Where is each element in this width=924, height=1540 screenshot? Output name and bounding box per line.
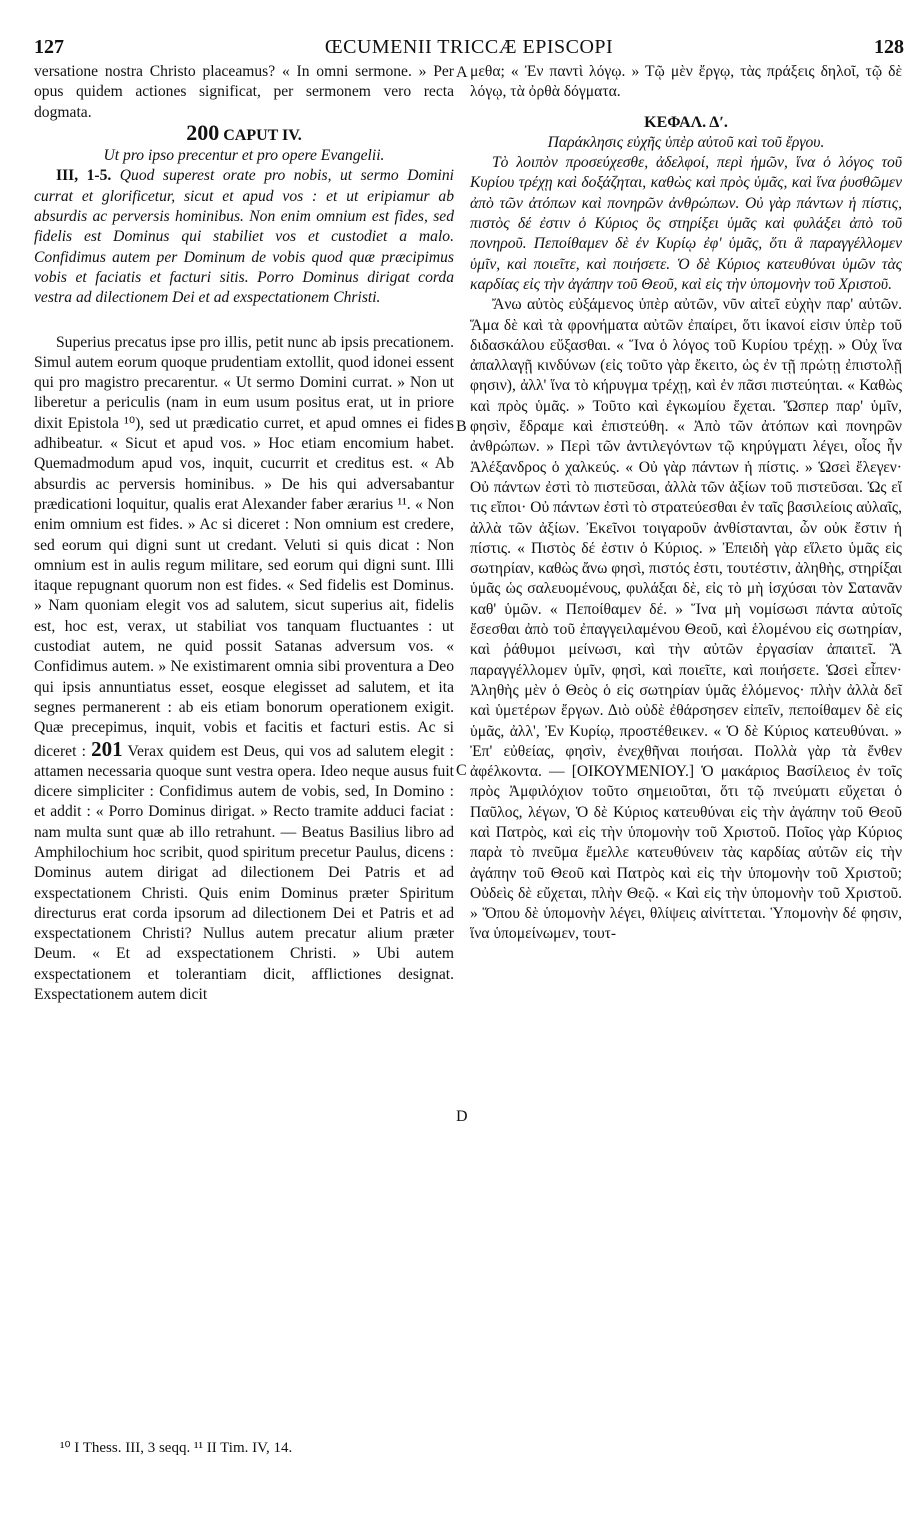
latin-chapter-heading [34, 119, 454, 146]
greek-intro: μεθα; « Ἐν παντὶ λόγῳ. » Τῷ μὲν ἔργῳ, τὰς πράξεις δηλοῖ, τῷ δὲ λόγῳ, τὰ ὀρθὰ δόγματα. [470, 63, 902, 101]
page-number-left: 127 [34, 36, 64, 58]
page-number-right: 128 [874, 36, 904, 58]
margin-letter-a: A [456, 64, 468, 81]
running-header [34, 36, 904, 62]
greek-chapter-subtitle: Παράκλησις εὐχῆς ὑπὲρ αὐτοῦ καὶ τοῦ ἔργου. [547, 133, 825, 151]
greek-commentary: Ἄνω αὐτὸς εὐξάμενος ὑπὲρ αὐτῶν, νῦν αἰτεῖ εὐχὴν παρ' αὐτῶν. Ἅμα δὲ καὶ τὰ φρονήματα αὐτῶν ἐπαίρει, ὅτι ἱκανοί εἰσιν ὑπὲρ τοῦ διδασκάλου εὔξασθαι. « Ἵνα ὁ λόγος τοῦ Κυρίου τρέχῃ. » Οὐχ ἵνα ἀπαλλαγῇ κινδύνων (εἰς τοῦτο γὰρ ἔκειτο, ὡς ἐν τῇ πρώτῃ ἐπιστολῇ φησιν), ἀλλ' ἵνα τὸ κήρυγμα τρέχῃ, καὶ ἐν πᾶσι πιστεύηται. « Καθὼς καὶ πρὸς ὑμᾶς. » Τοῦτο καὶ ἐγκωμίου ἔχεται. Ὥσπερ παρ' ὑμῖν, φησὶν, ἔδραμε καὶ ἐπιστεύθη. « Ἀπὸ τῶν ἀτόπων καὶ πονηρῶν ἀνθρώπων. » Περὶ τῶν ἀντιλεγόντων τῷ κηρύγματι λέγει, οἷος ἦν Ἀλέξανδρος ὁ χαλκεύς. « Οὐ γὰρ πάντων ἡ πίστις. » Ὡσεὶ ἔλεγεν· Οὐ πάντων ἐστὶ τὸ πιστεῦσαι, ἀλλὰ τῶν ἀξίων τοῦ πιστεῦσαι. Ὡς εἴ τις εἴποι· Οὐ πάντων ἐστὶ τὸ στρατεύεσθαι ἐν ταῖς βασιλείοις αὐλαῖς, ἀλλὰ τῶν ἀξίων. Ἐκεῖνοι τοιγαροῦν ἀνθίστανται, ὧν οὐκ ἔστιν ἡ πίστις. « Πιστὸς δέ ἐστιν ὁ Κύριος. » Ἐπειδὴ γὰρ εἵλετο ὑμᾶς εἰς σωτηρίαν, καθὼς ἄνω φησὶ, πιστός ἐστι, τουτέστιν, ἀληθὴς, στηρίξαι ὑμᾶς ὡς σαλευομένους, φυλάξαι δὲ, εἰς τὸ μὴ ἰσχύσαι τὸν Σατανᾶν καθ' ὑμῶν. « Πεποίθαμεν δέ. » Ἵνα μὴ νομίσωσι πάντα αὐτοῖς ἔσεσθαι ἀπὸ τοῦ ἐπαγγειλαμένου Θεοῦ, καὶ ἑλομένου εἰς σωτηρίαν, καὶ ῥάθυμοι μείνωσι, καὶ τὴν αὐτῶν ἐργασίαν ἀπαιτεῖ. Ἃ παραγγέλλομεν ὑμῖν, φησὶ, καὶ ποιεῖτε, καὶ ποιήσετε. Ὡσεὶ εἶπεν· Ἀληθὴς μὲν ὁ Θεὸς ὁ εἰς σωτηρίαν ὑμᾶς ἑλόμενος· πλὴν ἀλλὰ δεῖ καὶ ὑμετέρων ἔργων. Διὸ οὐδὲ ἐθάρσησεν εἰπεῖν, πεποίθαμεν δὲ εἰς ὑμᾶς, ἀλλ', Ἐν Κυρίῳ, προστέθεικεν. « Ὁ δὲ Κύριος κατευθύναι. » Ἐπ' εὐθείας, φησὶν, ἐνεχθῆναι ποιήσαι. Πολλὰ γὰρ τὰ ἔνθεν ἀφέλκοντα. — [ΟΙΚΟΥΜΕΝΙΟΥ.] Ὁ μακάριος Βασίλειος ἐν τοῖς πρὸς Ἀμφιλόχιον τοῦτο σημειοῦται, ὅτι τῷ πνεύματι εὔχεται ὁ Παῦλος, λέγων, Ὁ δὲ Κύριος κατευθύναι εἰς τὴν ἀγάπην τοῦ Θεοῦ καὶ Πατρὸς, καὶ εἰς τὴν ὑπομονὴν τοῦ Χριστοῦ. Ποῖος γὰρ Κύριος παρὰ τὸ πνεῦμα ἔμελλε κατευθύνειν τὰς καρδίας αὐτῶν εἰς τὴν ἀγάπην τοῦ Θεοῦ καὶ Πατρὸς καὶ εἰς τὴν ὑπομονὴν τοῦ Χριστοῦ; Οὐδεὶς δὲ εὔχεται, πλὴν Θεῷ. « Καὶ εἰς τὴν ὑπομονὴν τοῦ Χριστοῦ. » Ὅπου δὲ ὑπομονὴν λέγει, θλίψεις αἰνίττεται. Ὑπομονὴν δέ φησιν, ἵνα ὑπομείνωμεν, τουτ- [470, 296, 902, 943]
latin-chapter-subtitle: Ut pro ipso precentur et pro opere Evangelii. [103, 147, 385, 165]
latin-intro: versatione nostra Christo placeamus? « In omni sermone. » Per opus quidem actiones significat, per sermonem vero recta dogmata. [34, 63, 454, 121]
latin-commentary-part2: Verax quidem est Deus, qui vos ad salutem elegit : attamen necessaria quoque sunt vestra opera. Ideo neque ausus fuit dicere simpliciter : Confidimus autem de vobis, sed, In Domino : et addit : « Porro Dominus dirigat. » Recto tramite adduci faciat : nam multa sunt quæ ab illo retrahunt. — Beatus Basilius libro ad Amphilochium hoc scribit, quod spiritum precetur Paulus, dicens : Dominus autem dirigat ad dilectionem Dei Patris et ad exspectationem Christi. Quis enim Dominus præter Spiritum directurus erat corda ipsorum ad dilectionem Dei et Patris et ad exspectationem Christi? Nullus autem precatur alium præter Deum. « Et ad exspectationem Christi. » Ubi autem exspectationem et tolerantiam dicit, afflictiones designat. Exspectationem autem dicit [34, 742, 454, 1004]
margin-letter-b: B [456, 418, 467, 435]
latin-scripture-ref: III, 1-5. [56, 167, 112, 185]
greek-column [470, 62, 902, 945]
margin-letter-d: D [456, 1108, 468, 1125]
latin-column [34, 62, 454, 1005]
latin-scripture-text: Quod superest orate pro nobis, ut sermo Domini currat et glorificetur, sicut et apud vos : et ut eripiamur ab absurdis ac perversis hominibus. Non enim omnium est fides, sed fidelis est Dominus qui stabiliet vos et custodiet a malo. Confidimus autem per Dominum de vobis quod quæ præcipimus vobis et faciatis et facturi sitis. Porro Dominus dirigat corda vestra ad dilectionem Dei et ad exspectationem Christi. [34, 167, 454, 307]
margin-number-201: 201 [91, 736, 123, 761]
margin-letter-c: C [456, 762, 467, 779]
latin-commentary-part1: Superius precatus ipse pro illis, petit nunc ab ipsis precationem. Simul autem eorum quoque prudentiam extollit, quod idonei essent qui pro magistro precarentur. « Ut sermo Domini currat. » Non ut liberetur a periculis (nam in eum usum positus erat, ut in priore dixit Epistola ¹⁰), sed ut prædicatio curret, et apud omnes ei fides adhibeatur. « Sicut et apud vos. » Hoc etiam encomium habet. Quemadmodum apud vos, inquit, cucurrit et creditus est. « Ab absurdis ac perversis hominibus. » De his qui adversabantur prædicationi loquitur, qualis erat Alexander faber ærarius ¹¹. « Non enim omnium est fides. » Ac si diceret : Non omnium est credere, sed eorum qui digni sunt ut credant. Veluti si quis dicat : Non omnium est in aulis regum militare, sed eorum qui digni sunt. Illi itaque repugnant quorum non est fides. « Sed fidelis est Dominus. » Nam quoniam elegit vos ad salutem, sicut superius ait, fidelis est, hoc est, verax, ut stabiliat vos tanquam fluctuantes : ut custodiat autem, ne quid possit Satanas adversum vos. « Confidimus autem. » Ne existimarent omnia sibi proventura a Deo qui ipsis annuntiatus esset, eosque elegisset ad salutem, et ita segnes permanerent : ab eis etiam bonorum operationem exigit. Quæ precepimus, inquit, vobis et facitis et facturi estis. Ac si diceret : [34, 333, 454, 760]
running-title: ŒCUMENII TRICCÆ EPISCOPI [324, 36, 614, 58]
margin-number-200: 200 [186, 119, 220, 145]
latin-scripture [34, 166, 454, 308]
greek-scripture-text: Τὸ λοιπὸν προσεύχεσθε, ἀδελφοί, περὶ ἡμῶν, ἵνα ὁ λόγος τοῦ Κυρίου τρέχῃ καὶ δοξάζηται, καθὼς καὶ πρὸς ὑμᾶς, καὶ ἵνα ῥυσθῶμεν ἀπὸ τῶν ἀτόπων καὶ πονηρῶν ἀνθρώπων. Οὐ γὰρ πάντων ἡ πίστις, πιστὸς δέ ἐστιν ὁ Κύριος ὃς στηρίξει ὑμᾶς καὶ φυλάξει ἀπὸ τοῦ πονηροῦ. Πεποίθαμεν δὲ ἐν Κυρίῳ ἐφ' ὑμᾶς, ὅτι ἃ παραγγέλλομεν ὑμῖν, καὶ ποιεῖτε, καὶ ποιήσετε. Ὁ δὲ Κύριος κατευθύναι ὑμῶν τὰς καρδίας εἰς τὴν ἀγάπην τοῦ Θεοῦ, καὶ εἰς τὴν ὑπομονὴν τοῦ Χριστοῦ. [470, 154, 902, 293]
latin-chapter-title: CAPUT IV. [223, 126, 302, 144]
footnotes: ¹⁰ I Thess. III, 3 seqq. ¹¹ II Tim. IV, 14. [60, 1440, 293, 1456]
latin-commentary [34, 333, 454, 1006]
greek-chapter-title: ΚΕΦΑΛ. Δʹ. [644, 113, 728, 131]
